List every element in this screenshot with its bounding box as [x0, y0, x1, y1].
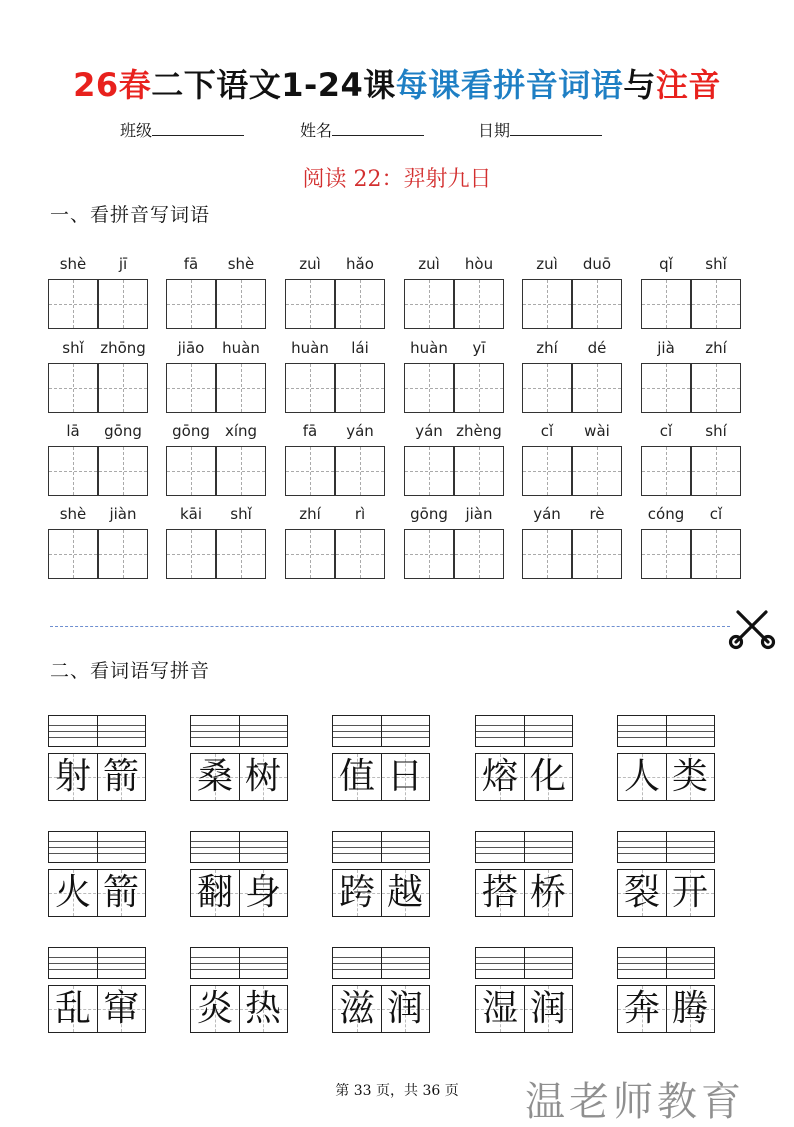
pinyin-syllable: zhōng [100, 339, 146, 357]
pinyin-syllable: jī [118, 255, 128, 273]
character-box [190, 869, 288, 917]
tianzige-box[interactable] [404, 363, 454, 413]
tianzige-box[interactable] [522, 279, 572, 329]
hanzi-character: 湿 [481, 988, 518, 1029]
pinyin-syllable: shè [227, 255, 255, 273]
character-box [475, 985, 573, 1033]
pinyin-syllable: yī [472, 339, 486, 357]
tianzige-box[interactable] [454, 446, 504, 496]
section2-heading: 二、看词语写拼音 [50, 660, 211, 682]
character-box [617, 753, 715, 801]
hanzi-character: 箭 [102, 756, 139, 797]
character-box [475, 869, 573, 917]
pinyin-writing-lines[interactable] [617, 831, 715, 863]
pinyin-writing-lines[interactable] [617, 715, 715, 747]
tianzige-box[interactable] [285, 279, 335, 329]
hanzi-character: 润 [529, 988, 566, 1029]
hanzi-character: 值 [338, 756, 375, 797]
pinyin-syllable: shè [59, 255, 87, 273]
pinyin-syllable: gōng [172, 422, 210, 440]
hanzi-character: 越 [386, 872, 423, 913]
pinyin-writing-lines[interactable] [48, 831, 146, 863]
tianzige-box[interactable] [166, 279, 216, 329]
pinyin-writing-lines[interactable] [332, 831, 430, 863]
pinyin-syllable: zhí [299, 505, 321, 523]
pinyin-syllable: shè [59, 505, 87, 523]
class-field[interactable] [120, 118, 244, 141]
pinyin-syllable: yán [346, 422, 374, 440]
pinyin-syllable: xíng [224, 422, 258, 440]
tianzige-box[interactable] [454, 363, 504, 413]
hanzi-character: 炎 [196, 988, 233, 1029]
tianzige-box[interactable] [641, 363, 691, 413]
tianzige-box[interactable] [335, 279, 385, 329]
hanzi-character: 人 [623, 756, 660, 797]
tianzige-box[interactable] [454, 279, 504, 329]
tianzige-box[interactable] [216, 529, 266, 579]
pinyin-syllable: huàn [410, 339, 448, 357]
pinyin-syllable: rì [354, 505, 366, 523]
pinyin-writing-lines[interactable] [190, 831, 288, 863]
pinyin-writing-lines[interactable] [475, 831, 573, 863]
tianzige-box[interactable] [404, 446, 454, 496]
tianzige-box[interactable] [285, 363, 335, 413]
hanzi-character: 裂 [623, 872, 660, 913]
title-part: 注音 [655, 66, 721, 104]
pinyin-syllable: zuì [536, 255, 558, 273]
tianzige-box[interactable] [48, 279, 98, 329]
tianzige-box[interactable] [572, 529, 622, 579]
tianzige-box[interactable] [166, 446, 216, 496]
tianzige-box[interactable] [98, 279, 148, 329]
hanzi-character: 润 [386, 988, 423, 1029]
scissors-icon [728, 604, 776, 652]
pinyin-writing-lines[interactable] [332, 947, 430, 979]
pinyin-syllable: zhèng [456, 422, 502, 440]
pinyin-syllable: yán [415, 422, 443, 440]
tianzige-box[interactable] [216, 446, 266, 496]
name-field[interactable] [300, 118, 424, 141]
tianzige-box[interactable] [404, 529, 454, 579]
pinyin-syllable: gōng [410, 505, 448, 523]
pinyin-syllable: cǐ [709, 505, 723, 523]
tianzige-box[interactable] [691, 279, 741, 329]
pinyin-syllable: kāi [179, 505, 203, 523]
character-box [332, 869, 430, 917]
character-box [617, 869, 715, 917]
pinyin-syllable: cǐ [659, 422, 673, 440]
pinyin-syllable: jiāo [177, 339, 205, 357]
character-box [617, 985, 715, 1033]
hanzi-character: 搭 [481, 872, 518, 913]
tianzige-box[interactable] [404, 279, 454, 329]
tianzige-box[interactable] [522, 529, 572, 579]
hanzi-character: 开 [671, 872, 708, 913]
hanzi-character: 日 [386, 756, 423, 797]
tianzige-box[interactable] [98, 446, 148, 496]
tianzige-box[interactable] [691, 363, 741, 413]
hanzi-character: 类 [671, 756, 708, 797]
pinyin-syllable: huàn [291, 339, 329, 357]
character-box [190, 753, 288, 801]
pinyin-syllable: duō [582, 255, 612, 273]
pinyin-syllable: fā [302, 422, 318, 440]
pinyin-syllable: jiàn [109, 505, 137, 523]
pinyin-syllable: cóng [647, 505, 685, 523]
pinyin-syllable: wài [584, 422, 610, 440]
pinyin-syllable: cǐ [540, 422, 554, 440]
title-part: 26春 [73, 66, 152, 104]
character-box [48, 753, 146, 801]
character-box [48, 869, 146, 917]
hanzi-character: 跨 [338, 872, 375, 913]
tianzige-box[interactable] [335, 529, 385, 579]
tianzige-box[interactable] [285, 446, 335, 496]
pinyin-syllable: zhí [536, 339, 558, 357]
pinyin-syllable: jià [657, 339, 675, 357]
tianzige-box[interactable] [641, 529, 691, 579]
title-part: 每课看拼音词语 [395, 66, 624, 104]
title-part: 与 [623, 66, 656, 104]
pinyin-writing-lines[interactable] [617, 947, 715, 979]
pinyin-syllable: lái [351, 339, 369, 357]
tianzige-box[interactable] [285, 529, 335, 579]
pinyin-syllable: gōng [104, 422, 142, 440]
tianzige-box[interactable] [335, 446, 385, 496]
character-box [332, 753, 430, 801]
character-box [475, 753, 573, 801]
pinyin-writing-lines[interactable] [475, 947, 573, 979]
pinyin-syllable: shǐ [62, 339, 84, 357]
tianzige-box[interactable] [691, 446, 741, 496]
pinyin-writing-lines[interactable] [48, 715, 146, 747]
tianzige-box[interactable] [48, 529, 98, 579]
tianzige-box[interactable] [572, 446, 622, 496]
hanzi-character: 树 [244, 756, 281, 797]
pinyin-syllable: hòu [464, 255, 494, 273]
pinyin-syllable: lā [66, 422, 80, 440]
pinyin-writing-lines[interactable] [332, 715, 430, 747]
pinyin-writing-lines[interactable] [190, 947, 288, 979]
hanzi-character: 火 [54, 872, 91, 913]
hanzi-character: 箭 [102, 872, 139, 913]
hanzi-character: 乱 [54, 988, 91, 1029]
pinyin-syllable: hǎo [346, 255, 374, 273]
cut-line [50, 626, 730, 627]
tianzige-box[interactable] [691, 529, 741, 579]
pinyin-writing-lines[interactable] [475, 715, 573, 747]
pinyin-syllable: yán [533, 505, 561, 523]
name-label: 姓名 [300, 121, 333, 140]
hanzi-character: 腾 [671, 988, 708, 1029]
hanzi-character: 化 [529, 756, 566, 797]
date-label: 日期 [478, 121, 511, 140]
date-field[interactable] [478, 118, 602, 141]
tianzige-box[interactable] [335, 363, 385, 413]
hanzi-character: 热 [244, 988, 281, 1029]
tianzige-box[interactable] [641, 279, 691, 329]
student-info-row [0, 118, 794, 142]
pinyin-syllable: huàn [222, 339, 260, 357]
tianzige-box[interactable] [572, 363, 622, 413]
pinyin-syllable: jiàn [465, 505, 493, 523]
tianzige-box[interactable] [454, 529, 504, 579]
class-label: 班级 [120, 121, 153, 140]
pinyin-syllable: dé [587, 339, 607, 357]
pinyin-syllable: shǐ [705, 255, 727, 273]
pinyin-writing-lines[interactable] [48, 947, 146, 979]
hanzi-character: 射 [54, 756, 91, 797]
tianzige-box[interactable] [216, 363, 266, 413]
pinyin-syllable: rè [589, 505, 605, 523]
tianzige-box[interactable] [48, 363, 98, 413]
tianzige-box[interactable] [166, 363, 216, 413]
page-title [0, 60, 794, 106]
character-box [190, 985, 288, 1033]
pinyin-syllable: zuì [299, 255, 321, 273]
hanzi-character: 滋 [338, 988, 375, 1029]
pinyin-syllable: qǐ [659, 255, 673, 273]
pinyin-syllable: shǐ [230, 505, 252, 523]
hanzi-character: 桥 [529, 872, 566, 913]
tianzige-box[interactable] [48, 446, 98, 496]
hanzi-character: 身 [244, 872, 281, 913]
tianzige-box[interactable] [522, 446, 572, 496]
tianzige-box[interactable] [98, 529, 148, 579]
hanzi-character: 窜 [102, 988, 139, 1029]
hanzi-character: 奔 [623, 988, 660, 1029]
section1-heading: 一、看拼音写词语 [50, 204, 211, 226]
pinyin-writing-lines[interactable] [190, 715, 288, 747]
tianzige-box[interactable] [641, 446, 691, 496]
tianzige-box[interactable] [216, 279, 266, 329]
tianzige-box[interactable] [572, 279, 622, 329]
title-part: 二下语文1-24课 [151, 66, 396, 104]
hanzi-character: 桑 [196, 756, 233, 797]
tianzige-box[interactable] [98, 363, 148, 413]
hanzi-character: 熔 [481, 756, 518, 797]
hanzi-character: 翻 [196, 872, 233, 913]
character-box [332, 985, 430, 1033]
pinyin-syllable: fā [183, 255, 199, 273]
tianzige-box[interactable] [166, 529, 216, 579]
tianzige-box[interactable] [522, 363, 572, 413]
page-number: 第 33 页，共 36 页 [335, 1083, 459, 1099]
pinyin-syllable: zhí [705, 339, 727, 357]
character-box [48, 985, 146, 1033]
brand-watermark: 温老师教育 [525, 1079, 745, 1125]
pinyin-syllable: zuì [418, 255, 440, 273]
pinyin-syllable: shí [705, 422, 727, 440]
lesson-title: 阅读 22：羿射九日 [302, 167, 492, 192]
